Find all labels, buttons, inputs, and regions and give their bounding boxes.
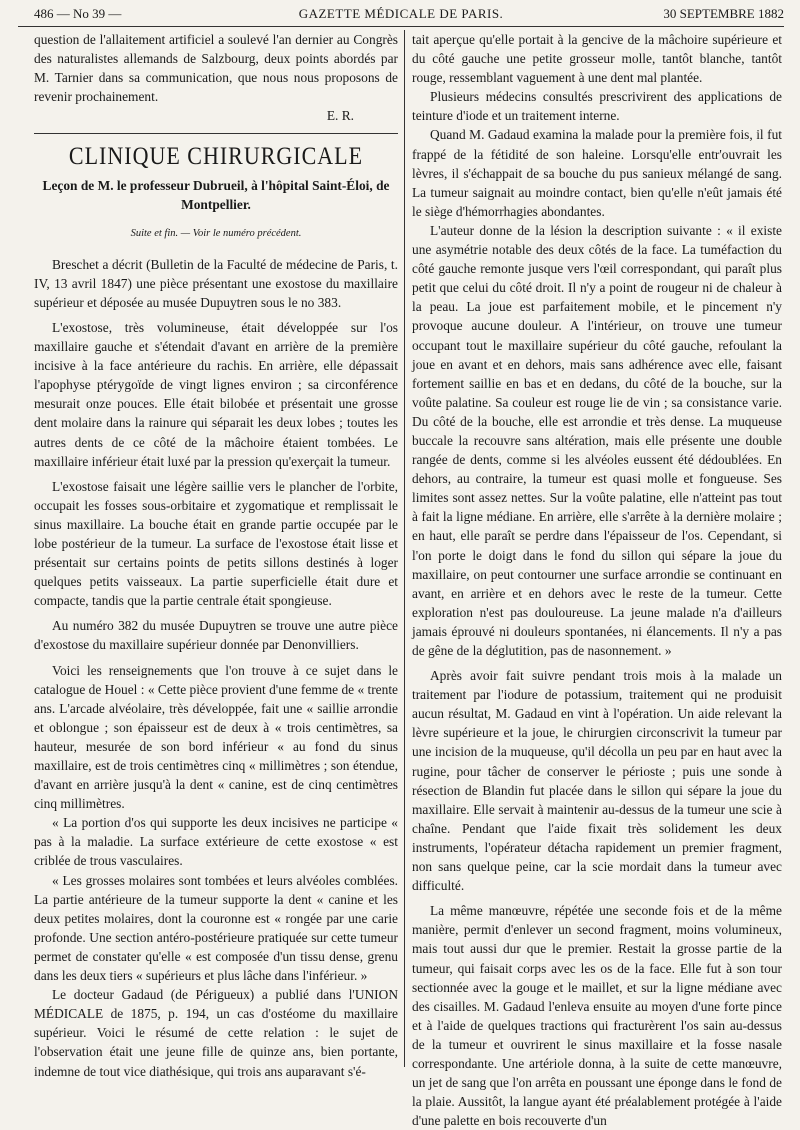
body-paragraph: tait aperçue qu'elle portait à la gencive de la mâchoire supérieure et du côté gauche une petite grosseur molle, tantôt blanche, tantôt rouge, ressemblant vaguement à une dent mal plantée. [412, 32, 782, 86]
page-header [18, 4, 784, 27]
continuation-note: Suite et fin. — Voir le numéro précédent. [130, 227, 302, 239]
left-column [34, 30, 398, 1079]
signature: E. R. [326, 108, 354, 124]
body-paragraph: Voici les renseignements que l'on trouve à ce sujet dans le catalogue de Houel : « Cette pièce provient d'une femme de « trente ans. L'arcade alvéolaire, très développée, fait une « saillie arrondie et oblongue ; son épaisseur est de deux à « trois centimètres, sa hauteur, mesurée de son bord inférieur « au fond du sinus maxillaire, est de trois centimètres cinq « millimètres ; son étendue, d'avant en arrière jusqu'à la dent « canine, est de cinq centimètres cinq millimètres. [34, 662, 398, 812]
body-paragraph: Breschet a décrit (Bulletin de la Faculté de médecine de Paris, t. IV, 13 avril 1847) une pièce présentant une exostose du maxillaire supérieur et déposée au musée Dupuytren sous le no 383. [34, 256, 398, 310]
journal-title: GAZETTE MÉDICALE DE PARIS. [298, 6, 504, 21]
body-paragraph: « Les grosses molaires sont tombées et leurs alvéoles comblées. La partie antérieure de la tumeur supporte la dent « canine et les deux petites molaires, dont la couronne est « rongée par une carie profonde. Une section antéro-postérieure pratiquée sur cette tumeur permet de constater qu'elle « est composée d'un tissu dense, grenu dans les deux tiers « supérieurs et plus lâche dans l'inférieur. » [34, 872, 398, 984]
body-paragraph: L'auteur donne de la lésion la description suivante : « il existe une asymétrie notable des deux côtés de la face. La tuméfaction du côté gauche remonte jusque vers l'œil correspondant, qui paraît plus petit que celui du côté droit. Il n'y a point de rougeur ni de chaleur à la peau. La joue est parfaitement mobile, et le pincement n'y provoque aucune douleur. A l'intérieur, on trouve une tumeur occupant tout le maxillaire supérieur du côté gauche, refoulant la joue en avant et en dehors, mais sans adhérence avec elle, faisant fortement saillie en bas et en dedans, du côté de la bouche, sur la voûte palatine. Sa couleur est rouge lie de vin ; sa consistance varie. Du côté de la bouche, elle est arrondie et très dense. La muqueuse buccale la recouvre sans altération, mais elle présente une double rangée de dents, comme si les alvéoles eussent été dédoublées. En dehors, au contraire, la tumeur est quasi molle et fongueuse. Ses limites sont assez nettes. Sur la voûte palatine, elle n'atteint pas tout à fait la ligne médiane. En arrière, elle s'arrête à la dernière molaire ; en haut, elle paraît se perdre dans l'épaisseur de l'os. Cependant, si l'on porte le doigt dans le fond du sillon qui sépare la joue du maxillaire, on peut contourner une surface arrondie se continuant en avant, en arrière et en dehors avec le reste de la tumeur. Cette exploration n'est pas douloureuse. La jeune malade n'a d'ailleurs jamais éprouvé ni douleurs spontanées, ni élancements. Il n'y a pas de gêne de la déglutition, pas de nasonnement. » [412, 222, 782, 658]
column-divider [404, 30, 405, 1067]
right-column [412, 30, 782, 1129]
body-paragraph: L'exostose, très volumineuse, était développée sur l'os maxillaire gauche et s'étendait d'avant en arrière de la première incisive à la face antérieure du rachis. En arrière, elle dépassait l'apophyse ptérygoïde de vingt lignes environ ; sa circonférence mesurait onze pouces. Elle était bilobée et présentait une grosse dent molaire dans la rainure qui séparait les deux lobes ; toutes les autres dents de ce côté de la mâchoire étaient tombées. Le maxillaire inférieur était luxé par la pression qu'exerçait la tumeur. [34, 319, 398, 469]
lecture-subtitle: Leçon de M. le professeur Dubrueil, à l'hôpital Saint-Éloi, de Montpellier. [42, 177, 390, 212]
issue-date: 30 SEPTEMBRE 1882 [663, 6, 784, 21]
body-paragraph: Au numéro 382 du musée Dupuytren se trouve une autre pièce d'exostose du maxillaire supérieur donnée par Denonvilliers. [34, 618, 398, 653]
body-paragraph: La même manœuvre, répétée une seconde fois et de la même manière, permit d'enlever un second fragment, moins volumineux, mais tout aussi dur que le premier. Restait la grosse partie de la tumeur, qui faisait corps avec les os de la face. Elle fut à son tour sectionnée avec la gouge et le maillet, et sur la ligne médiane avec des cisailles. M. Gadaud l'enleva ensuite au moyen d'une forte pince et à l'aide de quelques tractions qui fracturèrent l'os sain au-dessus de la tumeur et ouvrirent le sinus maxillaire et la fosse nasale correspondante. Une artériole donna, à la suite de cette manœuvre, un jet de sang que l'on arrêta en poussant une éponge dans le fond de la plaie. Aussitôt, la langue ayant été préalablement protégée à l'aide d'une palette en bois recouverte d'un [412, 903, 782, 1129]
section-divider [34, 133, 398, 134]
body-paragraph: Quand M. Gadaud examina la malade pour la première fois, il fut frappé de la fétidité de son haleine. Lorsqu'elle entr'ouvrait les lèvres, il s'échappait de sa bouche du pus sanieux mélangé de sang. La tumeur saignait au moindre contact, bien qu'elle n'eût jamais été le siège d'hémorrhagies abondantes. [412, 127, 782, 219]
section-title: CLINIQUE CHIRURGICALE [68, 141, 364, 171]
body-paragraph: L'exostose faisait une légère saillie vers le plancher de l'orbite, occupait les fosses sous-orbitaire et zygomatique et remplissait le sinus maxillaire. La bouche était en grande partie occupée par le lobe postérieur de la tumeur. La surface de l'exostose était lisse et présentait sur certains points de petits sillons destinés à loger quelques petits vaisseaux. La partie superficielle était dure et compacte, tandis que la partie centrale était spongieuse. [34, 478, 398, 609]
intro-paragraph: question de l'allaitement artificiel a soulevé l'an dernier au Congrès des naturalistes allemands de Salzbourg, deux points abordés par M. Tarnier dans sa communication, que nous nous proposons de revenir prochainement. [34, 32, 398, 105]
page-number: 486 — No 39 — [34, 6, 122, 21]
body-paragraph: Après avoir fait suivre pendant trois mois à la malade un traitement par l'iodure de potassium, traitement qui ne produisit aucun résultat, M. Gadaud en vint à l'opération. Un aide relevant la lèvre supérieure et la joue, le chirurgien circonscrivit la tumeur par une incision de la muqueuse, qu'il décolla un peu par en haut avec la rugine, pour tâcher de conserver le périoste ; puis une sonde à résection de Blandin fut placée dans le sillon qui sépare la joue du maxillaire. Elle servait à maintenir au-dessus de la tumeur une scie à chaîne. Pendant que l'aide fixait très solidement les deux instruments, l'opérateur détacha rapidement un premier fragment, non sans quelque peine, car la scie mordait dans la tumeur avec difficulté. [412, 668, 782, 894]
body-paragraph: « La portion d'os qui supporte les deux incisives ne participe « pas à la maladie. La surface extérieure de cette exostose « est criblée de trous vasculaires. [34, 815, 398, 869]
body-paragraph: Plusieurs médecins consultés prescrivirent des applications de teinture d'iode et un traitement interne. [412, 89, 782, 124]
body-paragraph: Le docteur Gadaud (de Périgueux) a publié dans l'UNION MÉDICALE de 1875, p. 194, un cas d'ostéome du maxillaire supérieur. Voici le résumé de cette relation : le sujet de l'observation était une jeune fille de quinze ans, bien portante, indemne de tout vice diathésique, qui trois ans auparavant s'é- [34, 987, 398, 1079]
